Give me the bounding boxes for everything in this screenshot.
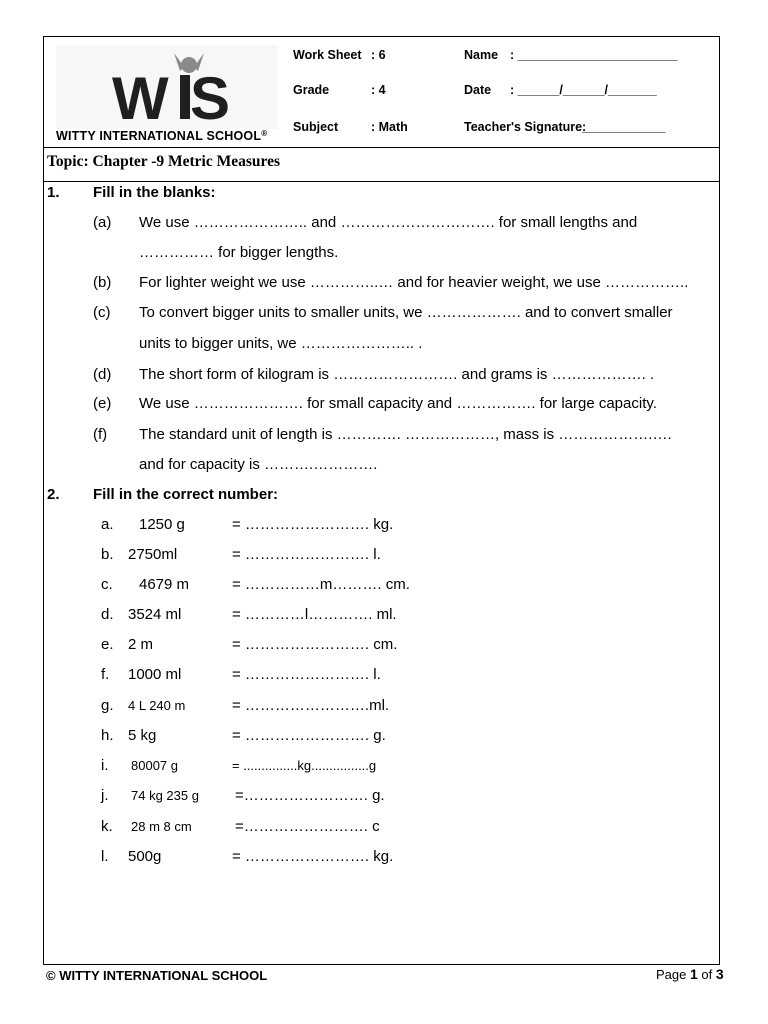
s2-item-answer: = ……………………. l. <box>232 546 381 563</box>
school-logo <box>56 45 278 145</box>
date-label: Date <box>464 83 492 97</box>
grade-label: Grade <box>293 83 330 97</box>
s2-item-quantity: 500g <box>128 848 162 865</box>
s2-item-answer: = ……………………. cm. <box>232 636 398 653</box>
s1-item-text: We use ………………….. and …………………………. for small lengths and <box>139 214 638 231</box>
s1-item-text: …………… for bigger lengths. <box>139 244 339 261</box>
s1-item-text: To convert bigger units to smaller units, we ………………. and to convert smaller <box>139 304 673 321</box>
s1-item-text: units to bigger units, we ………………….. . <box>139 335 423 352</box>
s2-item-label: c. <box>101 576 113 593</box>
s2-item-quantity: 5 kg <box>128 727 157 744</box>
s2-item-label: l. <box>101 848 109 865</box>
s1-item-text: The standard unit of length is …………. ………………, mass is ……………….…. <box>139 426 672 443</box>
page-total: 3 <box>715 966 724 982</box>
s2-item-quantity: 74 kg 235 g <box>131 788 199 803</box>
subject-label: Subject <box>293 120 339 134</box>
s2-item-quantity: 2 m <box>128 636 154 653</box>
s1-item-label: (d) <box>93 366 112 383</box>
s2-item-label: k. <box>101 818 113 835</box>
s2-item-label: e. <box>101 636 114 653</box>
s2-item-label: j. <box>101 787 109 804</box>
s1-item-label: (b) <box>93 274 112 291</box>
s2-item-quantity: 4679 m <box>139 576 190 593</box>
s2-item-answer: = …………………….ml. <box>232 697 390 714</box>
s2-item-label: g. <box>101 697 114 714</box>
s2-item-quantity: 28 m 8 cm <box>131 819 192 834</box>
topic-bar <box>44 148 719 182</box>
worksheet-header <box>44 37 719 148</box>
topic-title: Topic: Chapter -9 Metric Measures <box>47 153 281 170</box>
teacher-signature-field[interactable]: ____________ <box>582 120 666 134</box>
registered-mark: ® <box>261 129 268 138</box>
worksheet-value: : 6 <box>371 48 386 62</box>
s1-item-text: and for capacity is ……….…………. <box>139 456 378 473</box>
s2-item-label: b. <box>101 546 114 563</box>
s1-item-text: For lighter weight we use …………..… and for heavier weight, we use …………….. <box>139 274 689 291</box>
s2-item-answer: =……………………. g. <box>235 787 385 804</box>
s2-item-answer: =……………………. c <box>235 818 380 835</box>
s2-item-label: a. <box>101 516 114 533</box>
worksheet-label: Work Sheet <box>293 48 362 62</box>
s1-item-label: (e) <box>93 395 112 412</box>
page-word: Page <box>656 967 687 982</box>
s1-item-text: We use …………………. for small capacity and ……………. for large capacity. <box>139 395 657 412</box>
s2-item-answer: = ……………………. l. <box>232 666 381 683</box>
s2-item-quantity: 80007 g <box>131 758 178 773</box>
svg-text:W: W <box>112 65 165 129</box>
grade-value: : 4 <box>371 83 386 97</box>
logo-graphic <box>56 45 278 129</box>
s1-item-text: The short form of kilogram is ……………………. and grams is ………………. . <box>139 366 655 383</box>
s2-item-quantity: 1000 ml <box>128 666 182 683</box>
s2-item-answer: = ……………………. kg. <box>232 848 394 865</box>
subject-value: : Math <box>371 120 408 134</box>
s1-item-label: (c) <box>93 304 111 321</box>
name-label: Name <box>464 48 499 62</box>
s2-item-answer: = …………l…………. ml. <box>232 606 397 623</box>
section2-title: Fill in the correct number: <box>93 486 279 503</box>
page-indicator <box>656 966 724 982</box>
svg-text:S: S <box>190 65 231 129</box>
s2-item-label: h. <box>101 727 114 744</box>
s2-item-answer: = ...............kg................g <box>232 758 377 773</box>
s1-item-label: (a) <box>93 214 112 231</box>
s2-item-answer: = ……………………. kg. <box>232 516 394 533</box>
page-of: of <box>701 967 713 982</box>
date-field[interactable]: : ______/______/_______ <box>510 83 657 97</box>
s2-item-label: d. <box>101 606 114 623</box>
s2-item-quantity: 3524 ml <box>128 606 182 623</box>
s1-item-label: (f) <box>93 426 108 443</box>
section2-number: 2. <box>47 486 60 503</box>
s2-item-label: i. <box>101 757 109 774</box>
footer-copyright: © WITTY INTERNATIONAL SCHOOL <box>46 968 268 983</box>
s2-item-answer: = ……………………. g. <box>232 727 386 744</box>
school-name: WITTY INTERNATIONAL SCHOOL® <box>56 129 268 143</box>
name-field[interactable]: : _______________________ <box>510 48 678 62</box>
section1-title: Fill in the blanks: <box>93 184 216 201</box>
s2-item-answer: = ……………m………. cm. <box>232 576 410 593</box>
section1-number: 1. <box>47 184 60 201</box>
teacher-signature-label: Teacher's Signature: <box>464 120 587 134</box>
s2-item-quantity: 4 L 240 m <box>128 698 186 713</box>
s2-item-quantity: 1250 g <box>139 516 185 533</box>
s2-item-label: f. <box>101 666 110 683</box>
s2-item-quantity: 2750ml <box>128 546 178 563</box>
page-current: 1 <box>690 966 698 982</box>
